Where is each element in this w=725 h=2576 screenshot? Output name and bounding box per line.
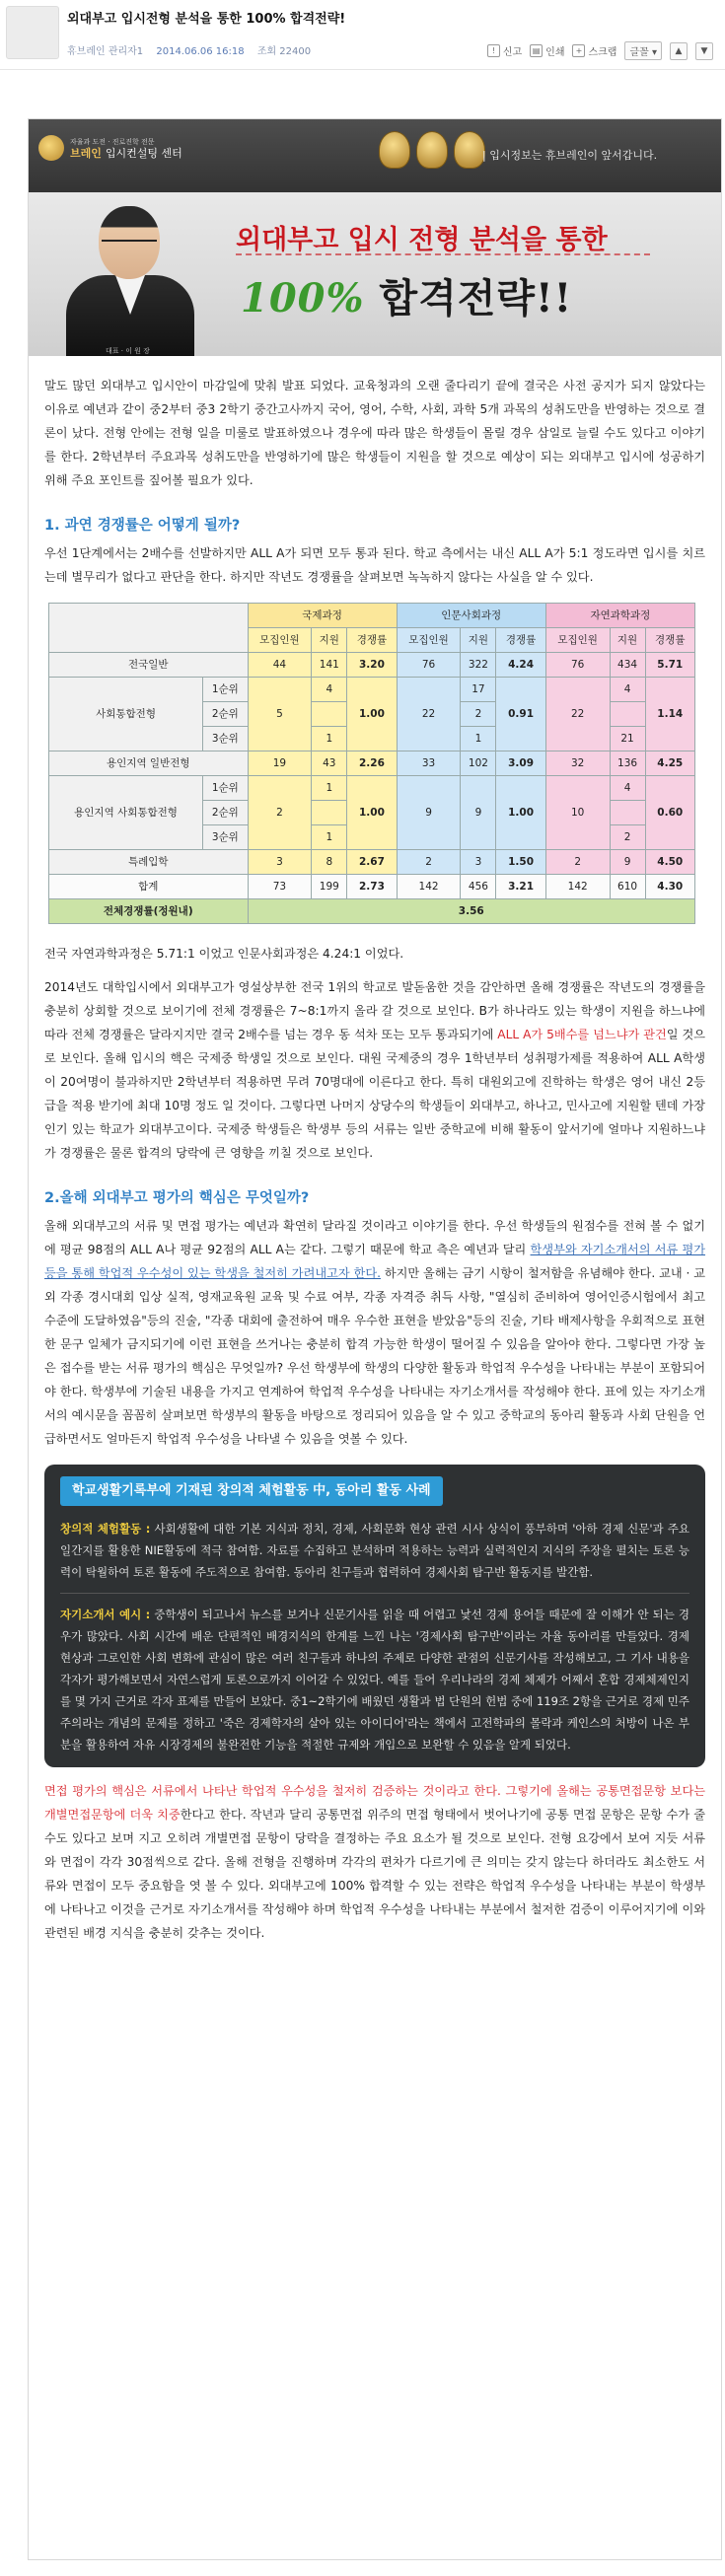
- example-activity-text: 창의적 체험활동 : 사회생활에 대한 기본 지식과 정치, 경제, 사회문화 현상 관련 시사 상식이 풍부하며 '아하 경제 신문'과 주요 일간지를 활용한 NIE활동에 적극 참여함. 자료를 수집하고 분석하며 적용하는 능력과 실력적인지 지식의 주장을 펼치는 토론 능력이 탁월하여 토론 활동에 주도적으로 참여함. 동아리 친구들과 협력하여 경제사회 탐구반 활동지를 발간함.: [60, 1522, 690, 1579]
- banner-topbar: [29, 119, 721, 192]
- activity-example-box: [44, 1465, 705, 1767]
- award-medals: [379, 131, 485, 169]
- table-row: 특례입학 3 8 2.67 2 3 1.50 2 9 4.50: [49, 850, 695, 875]
- table-row: 합계 73 199 2.73 142 456 3.21 142 610 4.30: [49, 875, 695, 899]
- table-group-header: 국제과정: [248, 604, 397, 628]
- table-footer-row: [49, 899, 695, 924]
- table-row: 사회통합전형 1순위 5 4 1.00 22 17 0.91 22 4 1.14: [49, 678, 695, 702]
- report-button[interactable]: ! 신고: [487, 43, 522, 58]
- director-photo: [66, 198, 194, 356]
- banner: [29, 119, 721, 356]
- highlight-text: 면접 평가의 핵심은 서류에서 나타난 학업적 우수성을 철저히 검증하는 것이라고 한다. 그렇기에 올해는 공통면접문항 보다는 개별면접문항에 더욱 치중: [44, 1784, 705, 1822]
- article-poster: [28, 118, 722, 2560]
- medal-icon: [416, 131, 448, 169]
- headline-line1: 외대부고 입시 전형 분석을 통한: [236, 225, 608, 255]
- section1-heading: 1. 과연 경쟁률은 어떻게 될까?: [44, 518, 241, 534]
- post-title: 외대부고 입시전형 분석을 통한 100% 합격전략!: [67, 12, 346, 27]
- logo-subtitle: 자율과 도전 · 진로진학 전문: [70, 137, 155, 146]
- logo-center: 입시컨설팅 센터: [105, 146, 182, 160]
- article-content: [44, 374, 705, 1955]
- table-group-header: 자연과학과정: [545, 604, 694, 628]
- print-icon: ▤: [530, 44, 543, 57]
- section2-paragraph: 올해 외대부고의 서류 및 면접 평가는 예년과 확연히 달라질 것이라고 이야기를 한다. 우선 학생들의 원점수를 전혀 볼 수 없기에 평균 98점의 ALL A나 평균 92점의 ALL A는 같다. 그렇기 때문에 학교 측은 예년과 달리 학생부와 자기소개서의 서류 평가 등을 통해 학업적 우수성이 있는 학생을 철저히 가려내고자 한다. 하지만 올해는 금기 시항이 철저함을 유념해야 한다. 교내 · 교외 각종 경시대회 입상 실적, 영재교육원 교육 및 수료 여부, 각종 자격증 취득 사항, "열심히 준비하여 영어인증시험에서 최고수준에 도달하였음"등의 진술, "각종 대회에 출전하여 매우 우수한 표현을 받았음"등의 진술, 기타 배제사항을 우회적으로 표현한 문구 일체가 금지되기에 이런 표현을 쓰거나는 충분히 합격 가능한 학생이 떨어질 수 있음을 알아야 한다. 그렇다면 가장 높은 접수를 받는 서류 평가의 핵심은 무엇일까? 우선 학생부에 학생의 다양한 활동과 학업적 우수성을 나타내는 부분이 포함되어야 한다. 학생부에 기술된 내용을 가지고 연계하여 학업적 우수성을 나타내는 자기소개서를 작성해야 한다. 표에 있는 자기소개서의 예시문을 꼼꼼히 살펴보면 학생부의 활동을 바탕으로 정리되어 있음을 알 수 있고 중학교의 동아리 활동과 사회 단원을 언급하면서도 얼마든지 학업적 우수성을 나타낼 수 있음을 엿볼 수 있다.: [44, 1219, 706, 1446]
- medal-icon: [379, 131, 410, 169]
- view-count: 조회 22400: [256, 46, 312, 57]
- prev-post-button[interactable]: ▲: [670, 42, 688, 60]
- font-select[interactable]: 글꼴 ▾: [624, 41, 662, 60]
- logo-brand: 브레인: [70, 146, 102, 160]
- author-avatar[interactable]: [6, 6, 59, 59]
- post-date: 2014.06.06 16:18: [156, 46, 245, 57]
- table-row: 용인지역 사회통합전형 1순위 2 1 1.00 9 9 1.00 10 4 0.60: [49, 776, 695, 801]
- example-essay-text: 자기소개서 예시 : 중학생이 되고나서 뉴스를 보거나 신문기사를 읽을 때 어렵고 낯선 경제 용어들 때문에 잘 이해가 안 되는 경우가 많았다. 사회 시간에 배운 단편적인 배경지식의 한계를 느낀 나는 '경제사회 탐구반'이라는 자율 동아리를 만들었다. 경제 현상과 그로인한 사회 변화에 관심이 많은 여러 친구들과 하나의 주제로 다양한 관점의 신문기사를 작성해보고, 그 기사 내용을 각자가 평가해보면서 자연스럽게 토론으로까지 이어갈 수 있었다. 예를 들어 우리나라의 경제 체제가 어째서 혼합 경제체제인지를 몇 가지 근거로 각자 표제를 만들어 보았다. 중1~2학기에 배웠던 생활과 법 단원의 헌법 중에 119조 2항을 근거로 경제 민주주의라는 개념의 문제를 정하고 '죽은 경제학자의 살아 있는 아이디어'라는 책에서 고전학파의 몰락과 케인스의 처방이 나온 부분을 활용하여 자유 시장경제의 불완전한 기능을 적절한 규제와 개입으로 보완할 수 있음을 알게 되었다.: [60, 1608, 690, 1752]
- intro-paragraph: 말도 많던 외대부고 입시안이 마감일에 맞춰 발표 되었다. 교육청과의 오랜 줄다리기 끝에 결국은 사전 공지가 되지 않았다는 이유로 예년과 같이 중2부터 중3 2학기 중간고사까지 국어, 영어, 수학, 사회, 과학 5개 과목의 성취도만을 반영하는 것으로 결론이 났다. 전형 안에는 전형 일을 미룰로 발표하였으나 경우에 따라 많은 학생들이 몰릴 경우 삼일로 늘릴 수도 있다고 이야기를 한다. 2학년부터 주요과목 성취도만을 반영하기에 많은 학생들이 지원을 할 것으로 예상이 되는 외대부고 입시에 성공하기 위해 주요 포인트를 짚어볼 필요가 있다.: [44, 379, 705, 487]
- report-icon: !: [487, 44, 500, 57]
- table-row: 3순위 1 1 21: [49, 727, 695, 751]
- post-tools: [487, 41, 713, 60]
- table-row: 전국일반 44 141 3.20 76 322 4.24 76 434 5.71: [49, 653, 695, 678]
- overall-ratio-value: 3.56: [248, 899, 694, 924]
- competition-table: 국제과정 인문사회과정 자연과학과정 모집인원 지원 경쟁률 모집인원 지원 경쟁률 모집인원 지원 경쟁률 전국일반 44 141 3.20 76 322 4.24 76 434 5.71 사회통합전형 1순위 5 4 1.00 22 17 0.91 22 4 1.14 2순위 2 3순위 1 1 21 용인지역 일반전형 19 43 2.26 33 102 3.09 32 136 4.25 용인지역 사회통합전형 1순위 2 1 1.00 9 9 1.00 10 4 0.60 2순위 3순위 1 2 특례입학 3 8 2.67 2 3 1.50 2 9 4.50 합계 73 199 2.73 142 456 3.21 142 610 4.30 전체경쟁률(정원내) 3.56: [48, 603, 695, 924]
- brand-logo: [38, 135, 182, 161]
- example-box-title: 학교생활기록부에 기재된 창의적 체험활동 中, 동아리 활동 사례: [60, 1476, 443, 1506]
- table-row: 2순위 2: [49, 702, 695, 727]
- logo-emblem-icon: [38, 135, 64, 161]
- table-row: 용인지역 일반전형 19 43 2.26 33 102 3.09 32 136 4.25: [49, 751, 695, 776]
- section1-paragraph: 우선 1단계에서는 2배수를 선발하지만 ALL A가 되면 모두 통과 된다. 학교 측에서는 내신 ALL A가 5:1 정도라면 입시를 치르는데 별무리가 없다고 판단을 한다. 하지만 작년도 경쟁률을 살펴보면 녹녹하지 않다는 사실을 알 수 있다.: [44, 546, 705, 584]
- section2-heading: 2.올해 외대부고 평가의 핵심은 무엇일까?: [44, 1190, 310, 1206]
- photo-caption: 대표 · 이 원 장: [106, 347, 150, 355]
- highlight-text: 학생부와 자기소개서의 서류 평가 등을 통해 학업적 우수성이 있는 학생을 철저히 가려내고자 한다.: [44, 1243, 706, 1280]
- headline-line2: 100% 합격전략!!: [241, 275, 573, 322]
- scrap-icon: +: [572, 44, 585, 57]
- overall-ratio-label: 전체경쟁률(정원내): [49, 899, 249, 924]
- author-name[interactable]: 휴브레인 관리자1: [67, 46, 144, 57]
- print-button[interactable]: ▤ 인쇄: [530, 43, 564, 58]
- section1-after-p1: 전국 자연과학과정은 5.71:1 이었고 인문사회과정은 4.24:1 이었다.: [44, 947, 404, 961]
- section3-paragraph: 면접 평가의 핵심은 서류에서 나타난 학업적 우수성을 철저히 검증하는 것이라고 한다. 그렇기에 올해는 공통면접문항 보다는 개별면접문항에 더욱 치중한다고 한다. 작년과 달리 공통면접 위주의 면접 형태에서 벗어나기에 공통 면접 문항은 문항 수가 줄 수도 있다고 보며 지고 오히려 개별면접 문항이 당락을 결정하는 주요 요소가 될 것으로 보인다. 전형 요강에서 보여 지듯 서류와 면접이 각각 30점씩으로 같다. 올해 전형을 진행하며 각각의 편차가 다르기에 큰 의미는 갖지 않는다 하더라도 최소한도 서류와 면접이 모두 중요함을 엿 볼 수 있다. 외대부고에 100% 합격할 수 있는 전략은 학업적 우수성을 나타내는 부분이 학생부에 나타나고 이것을 근거로 자기소개서를 작성해야 하며 학업적 우수성을 나타내는 부분에서 철저한 검증이 이루어지기에 이와 관련된 배경 지식을 충분히 갖추는 것이다.: [44, 1784, 705, 1940]
- example-divider: [60, 1593, 689, 1594]
- scrap-button[interactable]: + 스크랩: [572, 43, 616, 58]
- banner-tagline: | 입시정보는 휴브레인이 앞서갑니다.: [482, 149, 658, 162]
- medal-icon: [454, 131, 485, 169]
- table-row: 3순위 1 2: [49, 825, 695, 850]
- table-row: 2순위: [49, 801, 695, 825]
- post-header: [0, 0, 725, 70]
- highlight-text: ALL A가 5배수를 넘느냐가 관건: [497, 1028, 667, 1041]
- next-post-button[interactable]: ▼: [695, 42, 713, 60]
- section1-after-p2: 2014년도 대학입시에서 외대부고가 영설상부한 전국 1위의 학교로 발돋움한 것을 감안하면 올해 경쟁률은 작년도의 경쟁률을 충분히 상회할 것으로 보이기에 전체 경쟁률은 7~8:1까지 올라 갈 것으로 보인다. B가 하나라도 있는 학생이 지원을 하느냐에 따라 전체 경쟁률은 달라지지만 결국 2배수를 넘는 경우 동 석차 또는 모두 통과되기에 ALL A가 5배수를 넘느냐가 관건일 것으로 보인다. 올해 입시의 핵은 국제중 학생일 것으로 보인다. 대원 국제중의 경우 1학년부터 성취평가제를 적용하여 ALL A학생이 20여명이 불과하지만 2학년부터 적용하면 무려 70명대에 이른다고 한다. 특히 대원외고에 진학하는 학생은 영어 내신 2등급을 적용 받기에 최대 10명 정도 일 것이다. 그렇다면 나머지 상당수의 학생들이 외대부고, 하나고, 민사고에 지원할 텐데 가장 인기 있는 학교가 외대부고이다. 국제중 학생들은 학생부 등의 서류는 일반 중학교에 비해 활동이 앞서기에 얼마나 지원하느냐가 경쟁률은 물론 합격의 당락에 큰 영향을 끼칠 것으로 보인다.: [44, 980, 705, 1160]
- post-meta: [67, 42, 321, 57]
- table-group-header: 인문사회과정: [397, 604, 545, 628]
- headline-divider: [236, 253, 650, 255]
